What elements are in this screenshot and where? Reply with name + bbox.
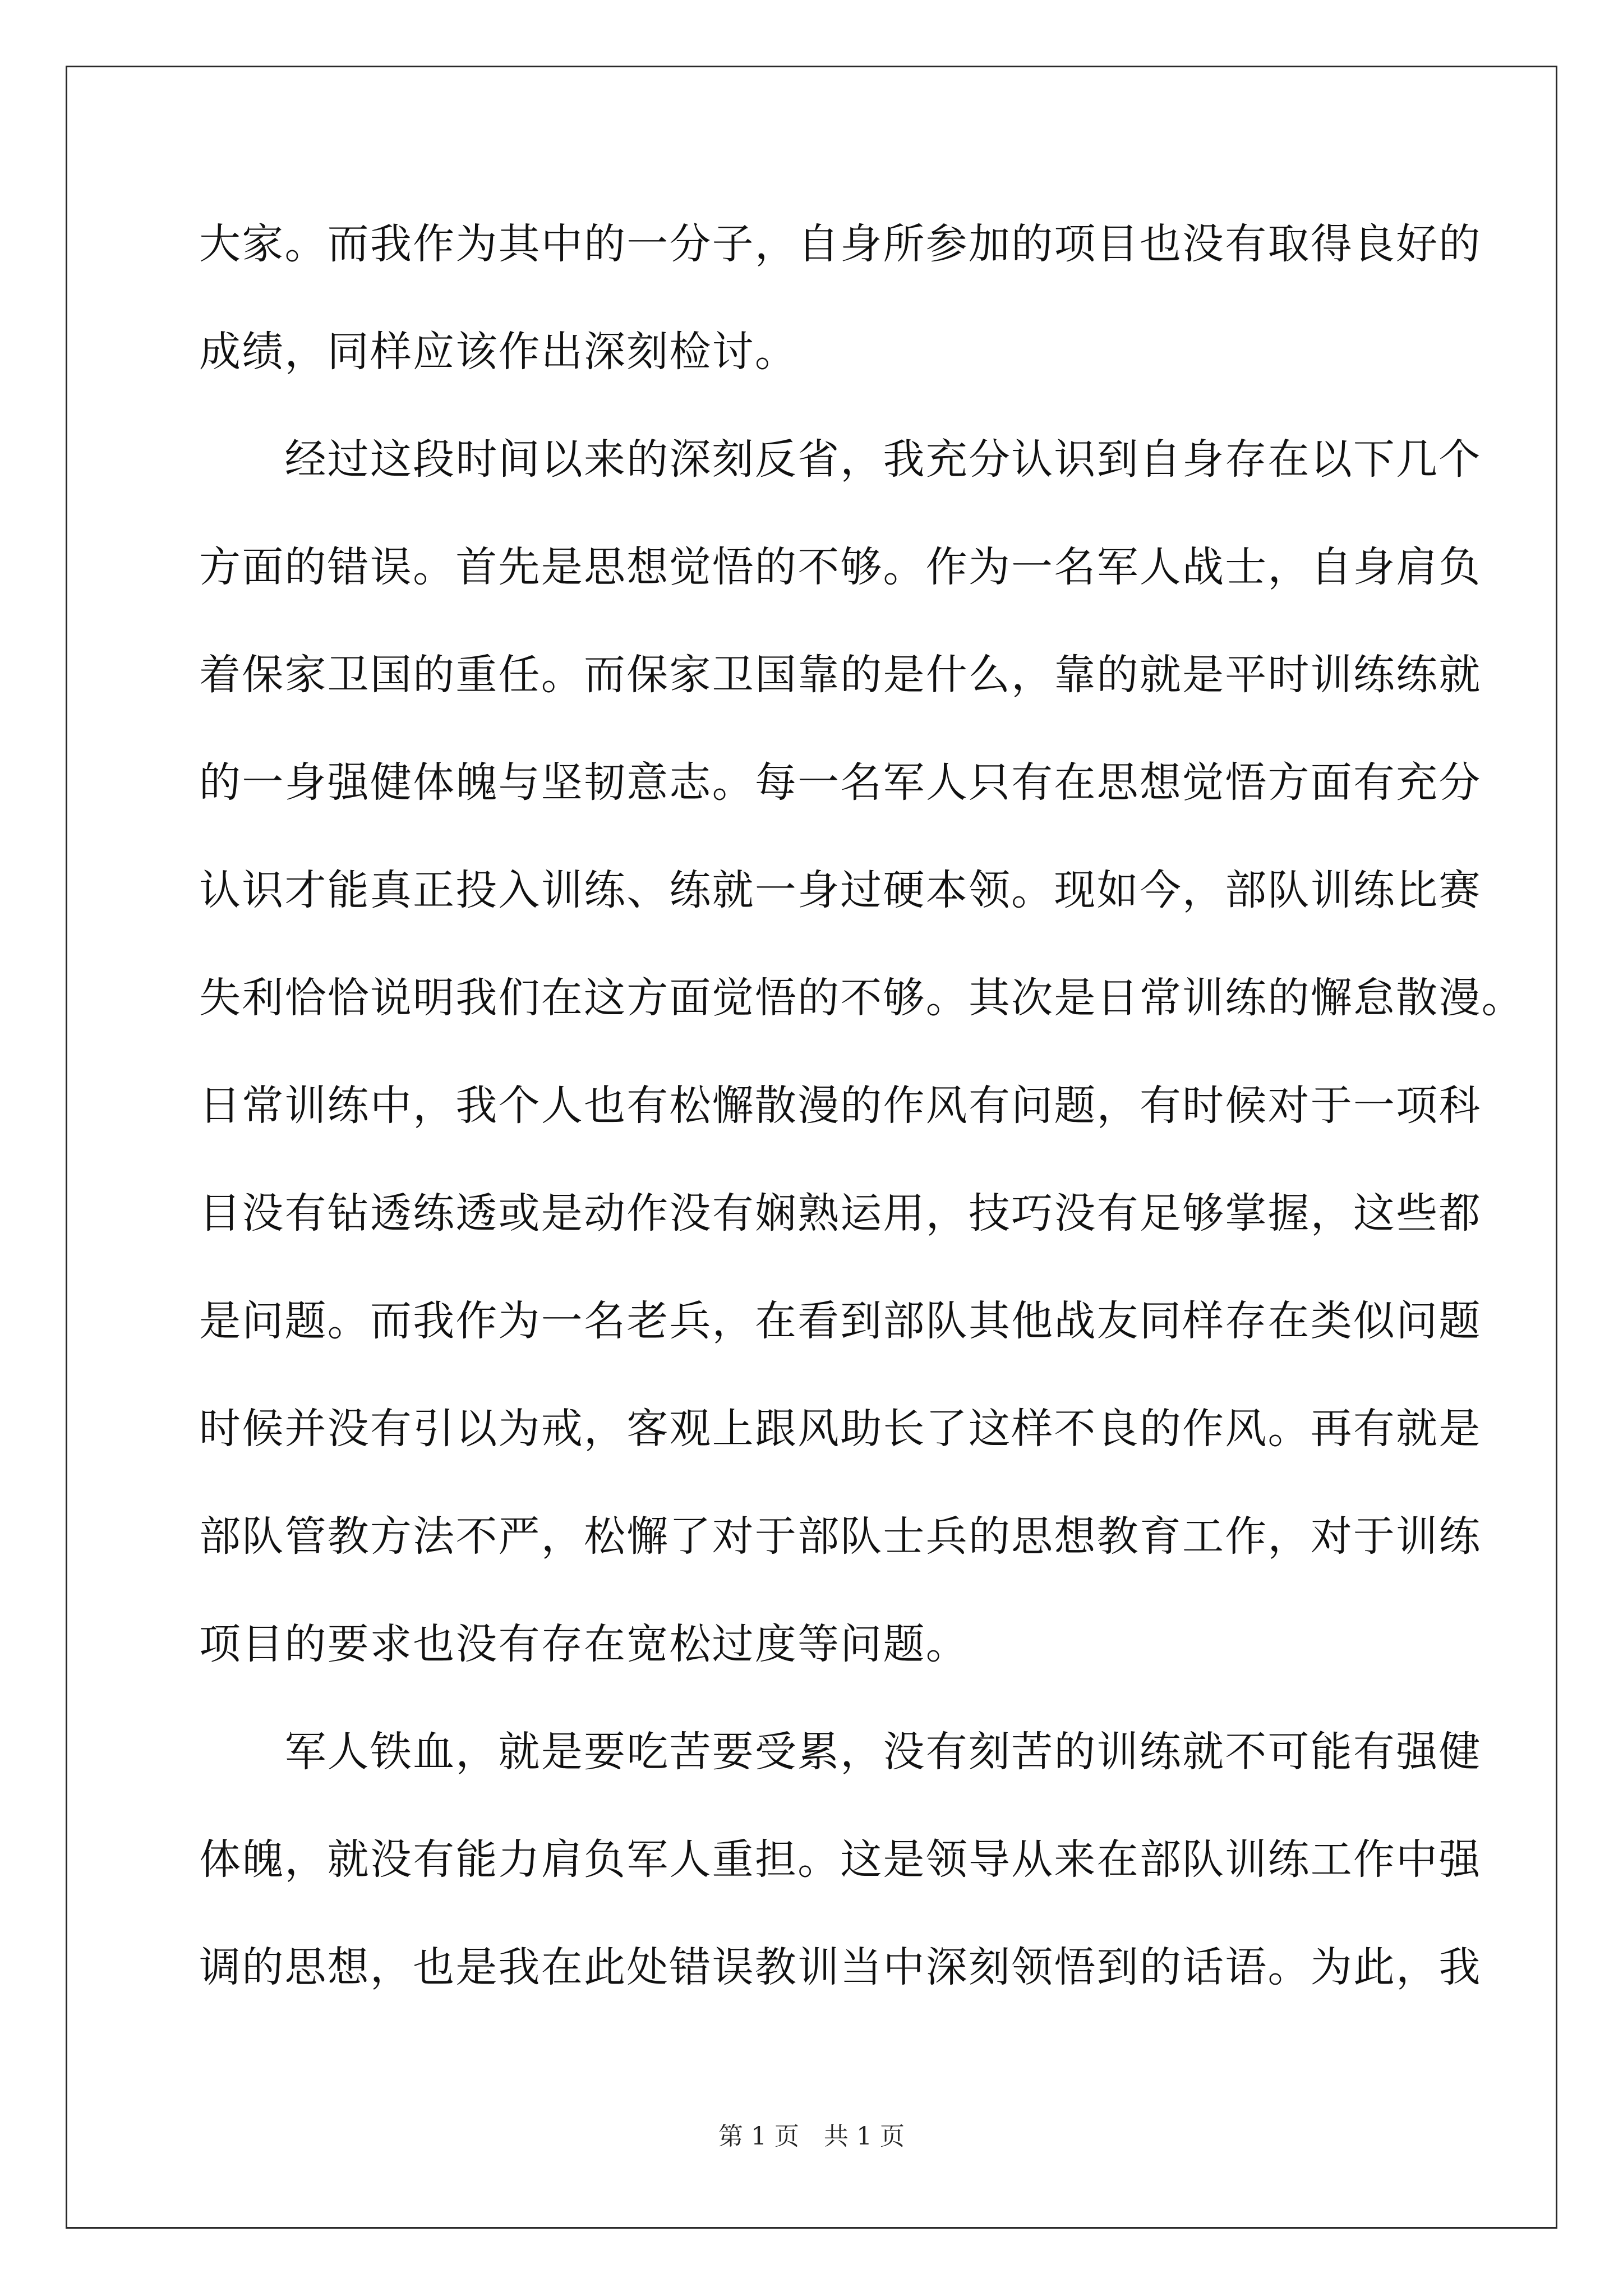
text-line: 日常训练中，我个人也有松懈散漫的作风有问题，有时候对于一项科	[199, 1082, 1482, 1130]
text-line: 成绩，同样应该作出深刻检讨。	[199, 328, 798, 376]
text-line: 经过这段时间以来的深刻反省，我充分认识到自身存在以下几个	[199, 435, 1482, 484]
page-border	[66, 66, 1557, 2229]
text-line: 着保家卫国的重任。而保家卫国靠的是什么，靠的就是平时训练练就	[199, 651, 1482, 699]
text-line: 调的思想，也是我在此处错误教训当中深刻领悟到的话语。为此，我	[199, 1943, 1482, 1991]
text-line: 的一身强健体魄与坚韧意志。每一名军人只有在思想觉悟方面有充分	[199, 758, 1482, 807]
text-line: 军人铁血，就是要吃苦要受累，没有刻苦的训练就不可能有强健	[199, 1728, 1482, 1776]
text-line: 体魄，就没有能力肩负军人重担。这是领导从来在部队训练工作中强	[199, 1835, 1482, 1884]
text-line: 目没有钻透练透或是动作没有娴熟运用，技巧没有足够掌握，这些都	[199, 1189, 1482, 1237]
text-line: 认识才能真正投入训练、练就一身过硬本领。现如今，部队训练比赛	[199, 866, 1482, 914]
text-line: 时候并没有引以为戒，客观上跟风助长了这样不良的作风。再有就是	[199, 1405, 1482, 1453]
text-line: 部队管教方法不严，松懈了对于部队士兵的思想教育工作，对于训练	[199, 1512, 1482, 1561]
text-line: 项目的要求也没有存在宽松过度等问题。	[199, 1620, 969, 1668]
text-line: 方面的错误。首先是思想觉悟的不够。作为一名军人战士，自身肩负	[199, 543, 1482, 591]
text-line: 大家。而我作为其中的一分子，自身所参加的项目也没有取得良好的	[199, 220, 1482, 268]
text-line: 失利恰恰说明我们在这方面觉悟的不够。其次是日常训练的懈怠散漫。	[199, 974, 1524, 1022]
page-footer: 第 1 页 共 1 页	[718, 2122, 905, 2151]
text-line: 是问题。而我作为一名老兵，在看到部队其他战友同样存在类似问题	[199, 1297, 1482, 1345]
